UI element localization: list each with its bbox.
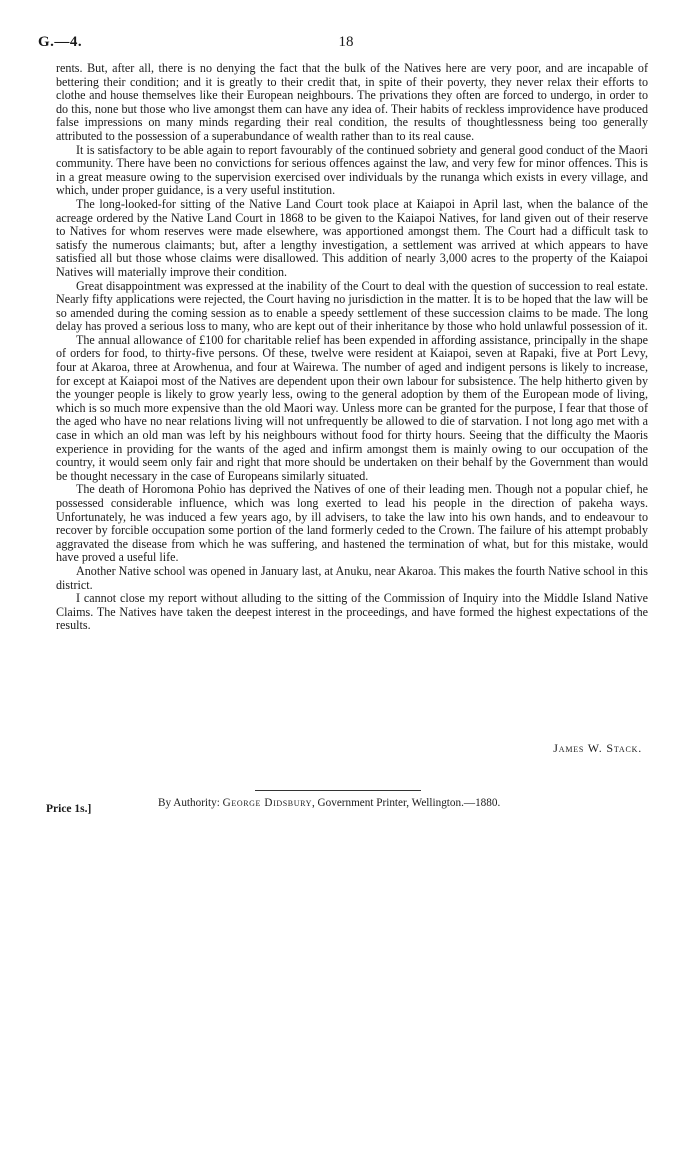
paragraph-native-school: Another Native school was opened in January last, at Anuku, near Akaroa. This makes the fourth Native school in this district.	[56, 563, 648, 592]
paragraph-closing: I cannot close my report without alluding to the sitting of the Commission of Inquiry into the Middle Island Native Claims. The Natives have taken the deepest interest in the proceedings, and have formed the highest expectations of the results.	[56, 591, 648, 633]
paragraph-sobriety: It is satisfactory to be able again to report favourably of the continued sobriety and general good conduct of the Maori community. There have been no convictions for serious offences against the law, and very few for minor offences. This is in a great measure owing to the supervision exercised over individuals by the runanga which exists in every village, and which, under proper guidance, is a very useful institution.	[56, 142, 648, 198]
price-label: Price 1s.]	[46, 803, 92, 815]
paragraph-charitable-relief: The annual allowance of £100 for charitable relief has been expended in affording assistance, principally in the shape of orders for food, to thirty-five persons. Of these, twelve were resident at Kaiapoi, seven at Rapaki, five at Port Levy, four at Akaroa, three at Arowhenua, and four at Wairewa. The number of aged and indigent persons is likely to increase, for except at Kaiapoi most of the Natives are dependent upon their own labour for subsistence. The help hitherto given by the younger people is likely to grow yearly less, owing to the general adoption by them of the European mode of living, which is so much more expensive than the old Maori way. Unless more can be granted for the purpose, I fear that those of the aged who have no near relations living will not unfrequently be allowed to die of starvation. I not long ago met with a case in which an old man was left by his neighbours without food for thirty hours. Seeing that the difficulty the Maoris experience in providing for the wants of the aged and infirm amongst them is mainly owing to our occupation of the country, it would seem only fair and right that more should be undertaken on their behalf by the Government than would be thought necessary in the case of Europeans similarly situated.	[56, 332, 648, 483]
imprint-suffix: , Government Printer, Wellington.—1880.	[311, 797, 501, 809]
paragraph-succession: Great disappointment was expressed at the inability of the Court to deal with the question of succession to real estate. Nearly fifty applications were rejected, the Court having no jurisdiction in the matter. It is to be hoped that the law will be so amended during the coming session as to enable a speedy settlement of these succession claims to be made. The long delay has proved a serious loss to many, who are kept out of their inheritance by those who hold unlawful possession of it.	[56, 278, 648, 334]
printer-imprint	[158, 797, 500, 809]
footer-divider	[255, 790, 421, 791]
printer-name: George Didsbury	[222, 797, 312, 809]
report-body	[56, 62, 648, 633]
paragraph-land-court: The long-looked-for sitting of the Native Land Court took place at Kaiapoi in April last, when the balance of the acreage ordered by the Native Land Court in 1868 to be given to the Kaiapoi Natives, for land given out of their reserve to Natives for whom reserves were made elsewhere, was apportioned amongst them. The Court had a difficult task to satisfy the numerous claimants; but, after a lengthy investigation, a settlement was arrived at which appears to have satisfied all but those whose claims were disallowed. This addition of nearly 3,000 acres to the property of the Kaiapoi Natives will materially improve their condition.	[56, 196, 648, 279]
page-number: 18	[338, 34, 354, 50]
paragraph-continuation: rents. But, after all, there is no denying the fact that the bulk of the Natives here are very poor, and are incapable of bettering their condition; and it is greatly to their credit that, in spite of their poverty, they never relax their efforts to clothe and house themselves like their European neighbours. The privations they often are forced to undergo, in order to do this, none but those who live amongst them can have any idea of. Their habits of reckless improvidence have produced false impressions on many minds regarding their real condition, the results of thoughtlessness being too generally attributed to the possession of a superabundance of wealth rather than to its real cause.	[56, 61, 648, 143]
document-reference: G.—4.	[38, 34, 83, 50]
paragraph-death-notice: The death of Horomona Pohio has deprived the Natives of one of their leading men. Though not a popular chief, he possessed considerable influence, which was long exerted to lead his people in the direction of pakeha ways. Unfortunately, he was induced a few years ago, by ill advisers, to take the law into his own hands, and to endeavour to recover by forcible occupation some portion of the land formerly ceded to the Crown. The failure of his attempt probably aggravated the disease from which he was suffering, and hastened the termination of what, but for this mistake, would have proved a useful life.	[56, 482, 648, 565]
signature: James W. Stack.	[553, 741, 642, 755]
imprint-prefix: By Authority:	[158, 797, 223, 809]
page-header	[38, 34, 654, 56]
